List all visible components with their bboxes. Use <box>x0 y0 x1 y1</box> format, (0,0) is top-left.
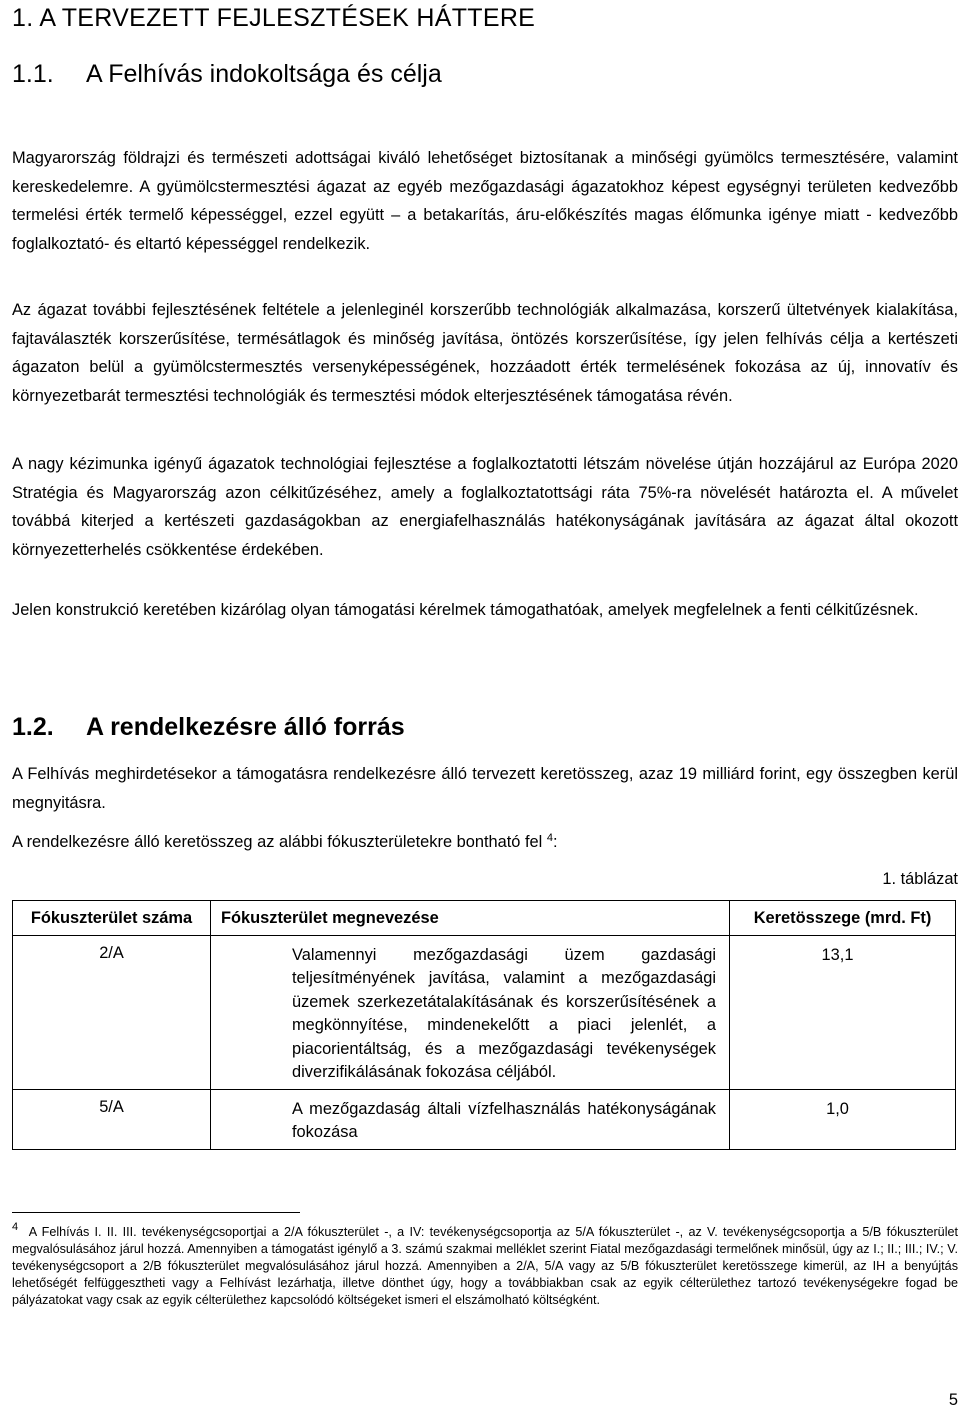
table-header-row <box>13 901 956 936</box>
row-amount: 13,1 <box>730 935 956 1089</box>
section-title: A rendelkezésre álló forrás <box>86 713 405 741</box>
header-focus-number: Fókuszterület száma <box>13 901 211 936</box>
footnote-separator <box>12 1212 300 1213</box>
footnote-text: A Felhívás I. II. III. tevékenységcsoportjai a 2/A fókuszterület -, a IV: tevékenységcsoportja az 5/A fókuszterület -, az V. tevékenységcsoportja a 5/B fókuszterület megvalósulásához járul hozzá. Amennyiben a támogatást igénylő a 3. számú szakmai melléklet szerint Fiatal mezőgazdasági termelőnek minősül, úgy az I.; II.; III.; IV.; V. tevékenységcsoport a 2/B fókuszterület megvalósulásához járul hozzá. Amennyiben a 2/A, 5/A vagy az 5/B fókuszterület keretösszege kimerül, az IH a benyújtás lehetőségét felfüggesztheti vagy a Felhívást lezárhatja, illetve dönthet úgy, hogy a továbbiakban csak az egyik célterülethez tartozó tevékenységekre fogad be pályázatokat vagy csak az egyik célterülethez kapcsolódó költségeket ismeri el elszámolható költségként. <box>12 1225 958 1308</box>
section-1-2-heading <box>12 713 405 742</box>
colon: : <box>552 833 558 851</box>
paragraph-2: Az ágazat további fejlesztésének feltétele a jelenleginél korszerűbb technológiák alkalmazása, korszerű ültetvények kialakítása, fajtaválaszték korszerűsítése, termésátlagok és minőség javítása, öntözés korszerűsítése, így jelen felhívás célja a kertészeti ágazaton belül a gyümölcstermesztés versenyképességének, hozzáadott érték termelésének fokozása az új, innovatív és környezetbarát termesztési technológiák és termesztési módok elterjesztésének támogatása révén. <box>12 301 958 405</box>
header-focus-name: Fókuszterület megnevezése <box>211 901 730 936</box>
row-code: 5/A <box>13 1089 211 1149</box>
row-name: Valamennyi mezőgazdasági üzem gazdasági teljesítményének javítása, valamint a mezőgazdasági üzemek szerkezetátalakításának és korszerűsítésének a megkönnyítése, mindenekelőtt a piaci jelenlét, a piacorientáltság, és a mezőgazdasági tevékenységek diverzifikálásának fokozása céljából. <box>292 945 716 1081</box>
section-title: A Felhívás indokoltsága és célja <box>86 60 442 88</box>
footnote-number: 4 <box>12 1221 19 1233</box>
table-caption: 1. táblázat <box>882 870 958 888</box>
section-number: 1.2. <box>12 713 54 741</box>
paragraph-6 <box>12 828 958 857</box>
section-number: 1.1. <box>12 60 54 88</box>
page-number: 5 <box>948 1391 958 1409</box>
section-1-1-heading <box>12 60 442 89</box>
paragraph-3: A nagy kézimunka igényű ágazatok technológiai fejlesztése a foglalkoztatotti létszám növelése útján hozzájárul az Európa 2020 Stratégia és Magyarország azon célkitűzéséhez, amely a foglalkoztatottsági ráta 75%-ra növelését határozta el. A művelet továbbá kiterjed a kertészeti gazdaságokban az energiafelhasználás hatékonyságának javítására az ágazat által okozott környezetterhelés csökkentése érdekében. <box>12 455 958 559</box>
header-amount: Keretösszege (mrd. Ft) <box>730 901 956 936</box>
row-code: 2/A <box>13 935 211 1089</box>
table-row <box>13 935 956 1089</box>
table-row <box>13 1089 956 1149</box>
focus-area-table <box>12 900 956 1150</box>
paragraph-5: A Felhívás meghirdetésekor a támogatásra rendelkezésre álló tervezett keretösszeg, azaz 19 milliárd forint, egy összegben kerül megnyitásra. <box>12 765 958 812</box>
footnote-reference[interactable]: 4 <box>546 832 553 844</box>
row-name: A mezőgazdaság általi vízfelhasználás hatékonyságának fokozása <box>292 1099 716 1141</box>
heading-1: 1. A TERVEZETT FEJLESZTÉSEK HÁTTERE <box>12 4 536 32</box>
paragraph-1: Magyarország földrajzi és természeti adottságai kiváló lehetőséget biztosítanak a minőségi gyümölcs termesztésére, valamint kereskedelemre. A gyümölcstermesztési ágazat az egyéb mezőgazdasági ágazatokhoz képest egységnyi területen kedvezőbb termelési érték termelő képességgel, ezzel együtt – a betakarítás, áru-előkészítés magas élőmunka igénye miatt - kedvezőbb foglalkoztató- és eltartó képességgel rendelkezik. <box>12 149 958 253</box>
paragraph-6-text: A rendelkezésre álló keretösszeg az alábbi fókuszterületekre bontható fel <box>12 833 543 851</box>
row-amount: 1,0 <box>730 1089 956 1149</box>
footnote <box>12 1221 958 1309</box>
paragraph-4: Jelen konstrukció keretében kizárólag olyan támogatási kérelmek támogathatóak, amelyek megfelelnek a fenti célkitűzésnek. <box>12 601 919 619</box>
row-name-cell <box>211 1089 730 1149</box>
row-name-cell <box>211 935 730 1089</box>
